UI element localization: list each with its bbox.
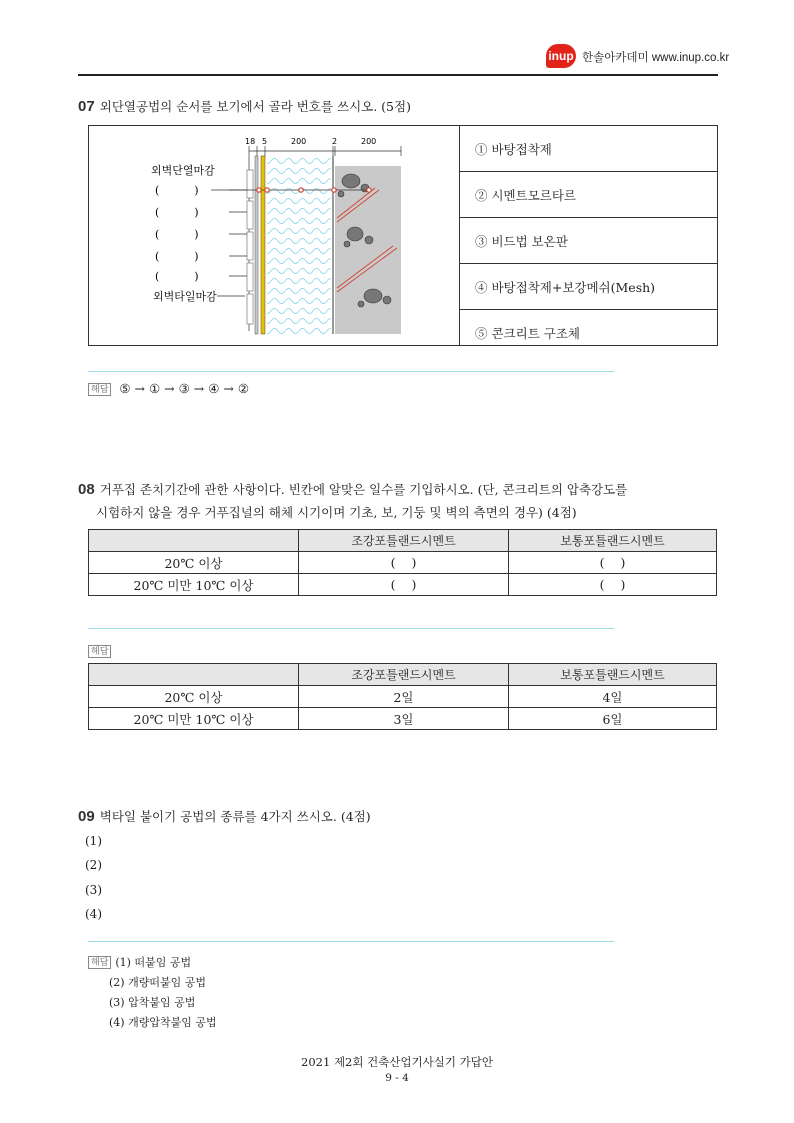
q09-blank-1: (1) [85,834,102,848]
q08-answer-table [88,663,717,730]
answer-cell: 3일 [299,708,509,730]
row-label: 20℃ 미만 10℃ 이상 [89,574,299,596]
q07-number: 07 [78,98,95,115]
q07-answer [88,381,249,396]
answer-cell: 6일 [509,708,717,730]
q09-answer-4: (4) 개량압착붙임 공법 [109,1016,217,1029]
header-site-text: 한솔아카데미 www.inup.co.kr [582,52,730,64]
q07-question [78,96,411,115]
q07-text: 외단열공법의 순서를 보기에서 골라 번호를 쓰시오. (5점) [99,99,411,114]
header-rule [78,74,718,76]
answer-label: 해답 [88,956,111,969]
q08-header-ordinary: 보통포틀랜드시멘트 [509,664,717,686]
q09-blank-4: (4) [85,907,102,921]
q09-number: 09 [78,808,95,825]
option-5: ⑤ 콘크리트 구조체 [475,325,580,341]
q07-options-table [459,126,717,355]
blank-5: ( ) [155,270,199,283]
q09-text: 벽타일 붙이기 공법의 종류를 4가지 쓰시오. (4점) [99,809,371,824]
blank-1: ( ) [155,184,199,197]
q08-answer-separator [88,628,614,629]
blank-2: ( ) [155,206,199,219]
blank-cell: ( ) [299,552,509,574]
dim-label-2: 2 [332,137,338,146]
label-exterior-insulation-finish: 외벽단열마감 [151,165,215,177]
q08-question [78,479,627,498]
dim-label-200b: 200 [361,137,377,146]
row-label: 20℃ 미만 10℃ 이상 [89,708,299,730]
option-1: ① 바탕접착제 [459,126,717,172]
row-label: 20℃ 이상 [89,552,299,574]
q08-question-table [88,529,717,596]
label-exterior-tile-finish: 외벽타일마감 [153,291,217,303]
q08-text-line2: 시험하지 않을 경우 거푸집널의 해체 시기이며 기초, 보, 기둥 및 벽의 측면의 경우) (4점) [96,505,577,520]
table-row [89,574,717,596]
footer-title: 2021 제2회 건축산업기사실기 가답안 [301,1055,493,1069]
table-row [89,686,717,708]
page-number: 9 - 4 [385,1072,409,1084]
q08-answer-label-wrap [88,640,115,659]
q08-header-early-strength: 조강포틀랜드시멘트 [299,530,509,552]
dim-label-5: 5 [262,137,268,146]
blank-cell: ( ) [299,574,509,596]
q09-answer-2: (2) 개량떠붙임 공법 [109,976,206,989]
answer-label: 해답 [88,645,111,658]
row-label: 20℃ 이상 [89,686,299,708]
q08-header-early-strength: 조강포틀랜드시멘트 [299,664,509,686]
q09-blank-3: (3) [85,883,102,897]
q09-answer-1: (1) 떠붙임 공법 [115,956,192,969]
blank-3: ( ) [155,228,199,241]
option-2: ② 시멘트모르타르 [459,172,717,218]
q08-number: 08 [78,481,95,498]
table-row [89,708,717,730]
inup-logo: inup [546,44,576,68]
dim-label-200a: 200 [291,137,307,146]
answer-cell: 4일 [509,686,717,708]
q07-answer-separator [88,371,614,372]
table-row [89,552,717,574]
blank-cell: ( ) [509,552,717,574]
q09-answer-separator [88,941,614,942]
q09-question [78,806,371,825]
q08-header-empty [89,664,299,686]
option-4: ④ 바탕접착제+보강메쉬(Mesh) [459,264,717,310]
q09-answer-block [88,954,217,1030]
wall-section-diagram [89,126,459,344]
q07-answer-text: ⑤ → ① → ③ → ④ → ② [119,381,250,396]
answer-cell: 2일 [299,686,509,708]
blank-4: ( ) [155,250,199,263]
q08-text-line1: 거푸집 존치기간에 관한 사항이다. 빈칸에 알맞은 일수를 기입하시오. (단, 콘크리트의 압축강도를 [99,482,628,497]
blank-cell: ( ) [509,574,717,596]
answer-label: 해답 [88,383,111,396]
q09-answer-3: (3) 압착붙임 공법 [109,996,196,1009]
q09-blank-2: (2) [85,858,102,872]
option-3: ③ 비드법 보온판 [459,218,717,264]
dim-label-18: 18 [245,137,256,146]
q08-header-empty [89,530,299,552]
q08-header-ordinary: 보통포틀랜드시멘트 [509,530,717,552]
